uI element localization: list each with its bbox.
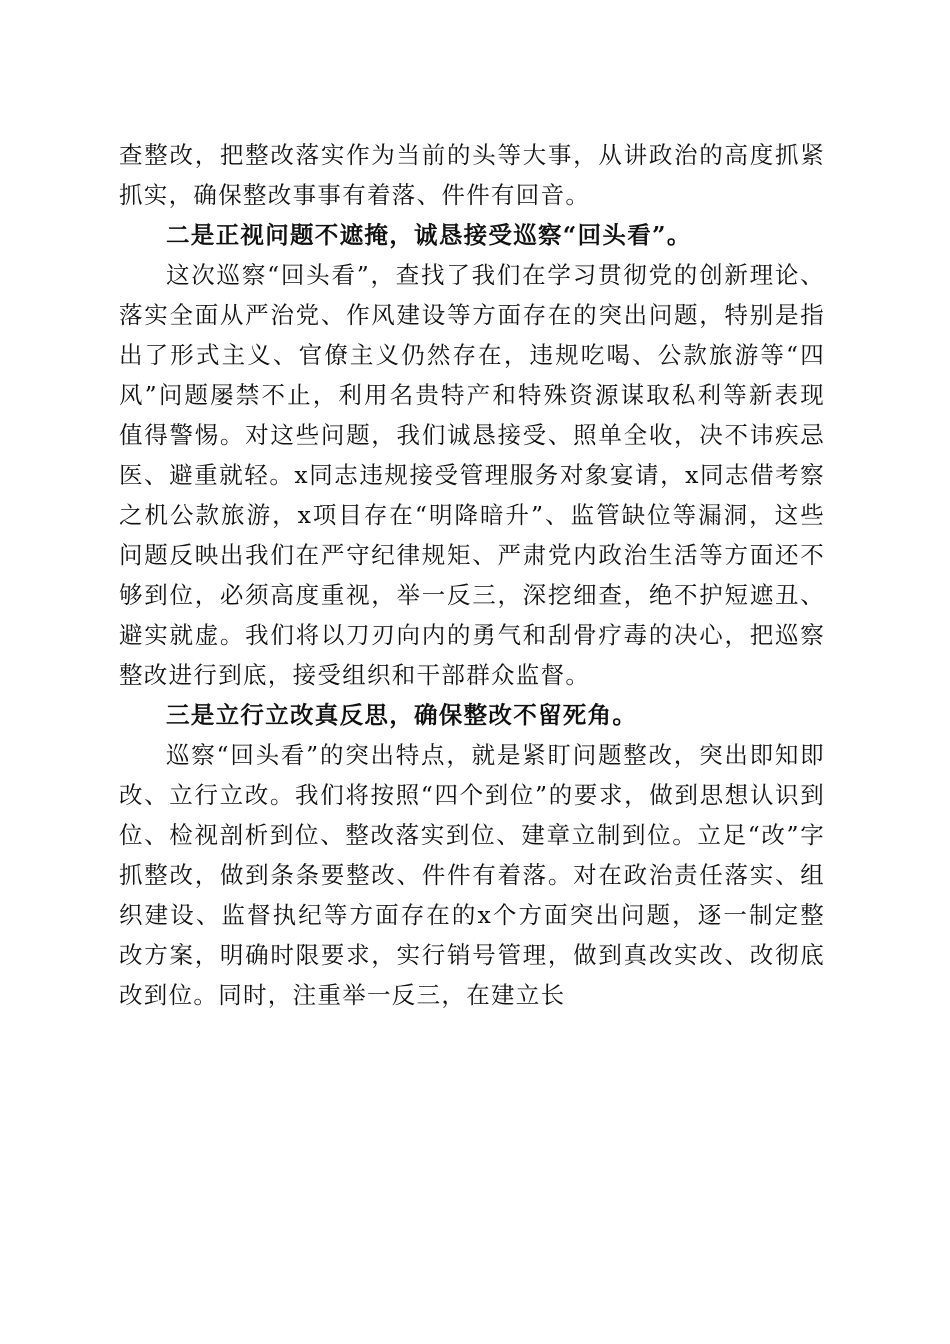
document-page <box>119 135 825 1015</box>
section-heading-3: 三是立行立改真反思，确保整改不留死角。 <box>166 701 638 729</box>
paragraph-continuation: 查整改，把整改落实作为当前的头等大事，从讲政治的高度抓紧抓实，确保整改事事有着落、件件有回音。 <box>119 141 825 209</box>
section-heading-2: 二是正视问题不遮掩，诚恳接受巡察“回头看”。 <box>166 221 692 249</box>
paragraph-section-2-body: 这次巡察“回头看”，查找了我们在学习贯彻党的创新理论、落实全面从严治党、作风建设等方面存在的突出问题，特别是指出了形式主义、官僚主义仍然存在，违规吃喝、公款旅游等“四风”问题屡禁不止，利用名贵特产和特殊资源谋取私利等新表现值得警惕。对这些问题，我们诚恳接受、照单全收，决不讳疾忌医、避重就轻。x同志违规接受管理服务对象宴请，x同志借考察之机公款旅游，x项目存在“明降暗升”、监管缺位等漏洞，这些问题反映出我们在严守纪律规矩、严肃党内政治生活等方面还不够到位，必须高度重视，举一反三，深挖细查，绝不护短遮丑、避实就虚。我们将以刀刃向内的勇气和刮骨疗毒的决心，把巡察整改进行到底，接受组织和干部群众监督。 <box>119 261 825 689</box>
paragraph-section-3-body: 巡察“回头看”的突出特点，就是紧盯问题整改，突出即知即改、立行立改。我们将按照“四个到位”的要求，做到思想认识到位、检视剖析到位、整改落实到位、建章立制到位。立足“改”字抓整改，做到条条要整改、件件有着落。对在政治责任落实、组织建设、监督执纪等方面存在的x个方面突出问题，逐一制定整改方案，明确时限要求，实行销号管理，做到真改实改、改彻底改到位。同时，注重举一反三，在建立长 <box>119 741 825 1009</box>
